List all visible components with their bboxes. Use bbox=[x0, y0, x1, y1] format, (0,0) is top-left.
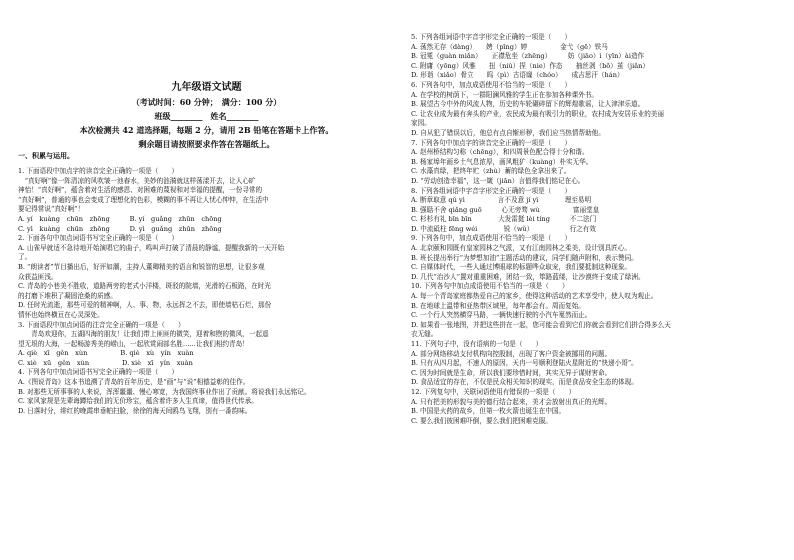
exam-header bbox=[14, 81, 399, 161]
right-line: A. 断章取意 qǔ yì 言不及意 jí yì 理至易明 bbox=[411, 196, 592, 205]
right-line: B. 班长提出举行“为梦想加油”主题活动的建议，同学们随声附和，表示赞同。 bbox=[411, 253, 638, 262]
right-line: D. 如果看一张地图，并把这些拼在一起，您可能会看到它们你就会看到它们拼合得多么天 bbox=[411, 320, 671, 329]
right-line: B. 冠冕（guàn miǎn） 正襟危坐（zhēng） 妨（jiāo）ì（yīn）ài造作 bbox=[411, 52, 645, 61]
right-line: C. 要么我们彼困难吓倒，要么我们把困难克服。 bbox=[411, 416, 552, 425]
left-line: A. 山雀早就适不急待地开始演唱它的曲子，鸣叫声打破了清晨的静谧，提醒我新的一天开始 bbox=[18, 243, 285, 252]
right-line: B. 展望古今中外的风流人物，历史的车轮碾碎留下的辉煌歌谣，让人津津乐道。 bbox=[411, 100, 645, 109]
right-line: C. 因为时间就是生命，所以我们要珍惜时间，其实无异于谋财害命。 bbox=[411, 368, 612, 377]
right-line: D. 自从犯了错误以后，他总有点自惭形秽，我们应当热情帮助他。 bbox=[411, 128, 605, 137]
notice-line-1: 本次检测共 42 道选择题，每题 2 分，请用 2B 铅笔在答题卡上作答。 bbox=[79, 125, 334, 135]
right-line: A. 只有把美的形貌与美的德行结合起来，美才会放射出真正的光辉。 bbox=[411, 397, 612, 406]
right-line: A. 每一个青岛家庭都热爱自己的家乡，使得这种活动的艺术享受中，使人叹为观止。 bbox=[411, 292, 658, 301]
left-line: D. 任时光流逝，那些可爱的精神啊，人、事、物，永远挥之不去，即使墙枯石烂，那份 bbox=[18, 301, 272, 310]
right-line: C. 杉杉有礼 bīn bīn 大发雷挺 lèi tíng 不二法门 bbox=[411, 215, 597, 224]
right-line: B. 中国是火药的故乡，但第一枚火箭也诞生在中国。 bbox=[411, 407, 566, 416]
right-line: B. 只有从四月起，不速人的原因，天冉一号顺利登陆火星附近的“快递小哥”。 bbox=[411, 359, 638, 368]
left-line: C. 青岛的小巷美不胜收，道路两旁的老式小洋楼，斑驳的院墙，光滑的石板路，在时光 bbox=[18, 282, 271, 291]
left-line: 4. 下列各句中加点词语书写完全正确的一项是（ ） bbox=[18, 368, 179, 377]
left-line: C. xiè xū gěn xùn D. xiè xī yín xuàn bbox=[18, 358, 193, 367]
right-line: 9. 下列各句中，加点成语使用不恰当的一项是（ ） bbox=[411, 234, 572, 243]
right-line: C. 自媒体时代，一些人通过博眼球的标题哗众取宠，我们要抵制这种现象。 bbox=[411, 263, 632, 272]
left-line: A. yí kuàng chūn zhōng B. yí guǎng zhūn chōng bbox=[18, 214, 222, 223]
right-line: C. 一个行人突然横穿马路，一辆快速行驶的小汽车戛然而止。 bbox=[411, 311, 592, 320]
right-line: B. 杨家埠年画乡土气息浓厚，画风粗犷（kuàng）朴实无华。 bbox=[411, 157, 593, 166]
right-line: D. 中流砥柱 fēng wéi 锐（wǔ） 行之有效 bbox=[411, 224, 596, 233]
left-line: 了。 bbox=[18, 253, 32, 262]
right-line: 8. 下列各组词语中字音字形完全正确的一项是（ ） bbox=[411, 186, 572, 195]
right-line: B. 强聒不舍 qiǎng guō 心无旁骛 wù 富丽堂皇 bbox=[411, 205, 600, 214]
right-line: 5. 下列各组词语中字音字形完全正确的一项是（ ） bbox=[411, 33, 572, 41]
exam-page bbox=[14, 26, 780, 556]
left-line: B. 对那些无所事事的人来说，浑浑噩噩、慢心寒宽，为我国终事业作出了贡献。将说我们永远铭记。 bbox=[18, 387, 311, 396]
right-line: A. 荡然无存（dàng） 娉（pīng）婷 金弋（gē）铁马 bbox=[411, 42, 608, 51]
notice-line-2: 剩余题目请按照要求作答在答题纸上。 bbox=[138, 139, 275, 149]
left-line: 要记得常说“真好啊”！ bbox=[18, 205, 85, 214]
left-line: “真好啊”像一阵清凉的风吹皱一池春水，美妙的涟漪就这样荡漾开去，让人心旷 bbox=[18, 176, 256, 185]
right-line: A. 在学校的树荫下，一群阳澜风雅的学生正在参加各种课外书。 bbox=[411, 90, 598, 99]
left-line: 神怡！“真好啊”，蕴含着对生活的感恩、对困难的蔑视和对幸福的提醒，一份寻常的 bbox=[18, 186, 263, 195]
right-line: C. 让农业成为最有奔头的产业，农民成为最有吸引力的职业，农村成为安居乐业的美丽 bbox=[411, 109, 664, 118]
right-line: A. 部分网络移动支付机构向控股制，出现了客户资金被挪用的问题。 bbox=[411, 349, 612, 358]
left-column bbox=[18, 167, 396, 416]
left-line: 青岛欢迎你，五湖四海的朋友！让我们带上匪匪的微笑，迎着和煦的微风，一起遥 bbox=[18, 330, 269, 339]
right-line: D. 食品适宜的存在，不仅是民众相关知识的现实，而是食品安全生态的体现。 bbox=[411, 378, 638, 387]
right-line: B. 在地球上温带和亚热带区域里，每年都会有。周而复始。 bbox=[411, 301, 585, 310]
left-line: C. yì kuàng chūn zhōng D. yì guǎng zhūn zhōng bbox=[18, 224, 222, 233]
right-line: D. “劳动创造幸福”，这一箴（jiān）言值得我们铭记在心。 bbox=[411, 176, 585, 185]
right-line: D. 形诣（xiǎo）骨立 呜（pì）古语窿（chóo） 成吉思汗（hán） bbox=[411, 71, 624, 80]
right-line: 10. 下列各句中加点成语使用不恰当的一项是（ ） bbox=[411, 282, 569, 291]
left-line: D. 日落时分，绯红的晚霞串垂帕扫脸，徐徐的海天间鸥鸟飞翔，别有一番韵味。 bbox=[18, 406, 252, 415]
left-line: C. 家风家规是先辈诲蹲给我们的无价珍宝，蕴含着许多人生真谛，值得世代传承。 bbox=[18, 397, 258, 406]
right-line: A. 赵州桥结构匀称（chēng），和四周景色配合得十分和谐。 bbox=[411, 148, 589, 157]
exam-info: （考试时间：60 分钟； 满分：100 分） bbox=[131, 97, 282, 107]
right-line: C. 水藻真绿，把终年贮（zhù）蓄的绿色全拿出来了。 bbox=[411, 167, 571, 176]
left-line: 情怀也始终横亘在心灵深处。 bbox=[18, 310, 104, 319]
left-line: “真好啊”，普通的事也会变成了理想化的色彩，模糊的事不再让人忧心忡忡，在生活中 bbox=[18, 195, 269, 204]
right-column bbox=[411, 33, 789, 426]
right-line: A. 北京颐和园既有皇家园林之气派，又有江南园林之柔美，设计别具匠心。 bbox=[411, 244, 631, 253]
right-line: 11. 下列句子中，没有语病的一句是（ ） bbox=[411, 340, 543, 348]
left-line: A.《图说青岛》这本书追溯了青岛的百年历史，是“画”与“说”相德益彰的佳作。 bbox=[18, 378, 250, 387]
left-line: 的打磨下堆积了凝固沧桑的质感。 bbox=[18, 291, 117, 300]
right-line: 6. 下列各句中，加点成语使用不恰当的一项是（ ） bbox=[411, 80, 572, 89]
right-line: 衣无缝。 bbox=[411, 330, 438, 339]
section-heading: 一、积累与运用。 bbox=[18, 151, 74, 160]
right-line: 12. 下列复句中，关联词语使用有错误的一项是（ ） bbox=[411, 387, 576, 396]
left-line: 3. 下面语段中加点词语的注音完全正确的一项是（ ） bbox=[18, 320, 185, 329]
left-line: B. “朗读者”节目播出后，好评如潮，主持人董卿精美的语言和锐智的思想，让很多观 bbox=[18, 262, 265, 271]
right-line: 7. 下列各句中加点字的读音完全正确的一项是（ ） bbox=[411, 138, 572, 147]
class-name-line: 班级________ 姓名________ bbox=[154, 111, 259, 121]
left-line: 1. 下面语段中加点字的读音完全正确的一项是（ ） bbox=[18, 167, 179, 175]
left-line: 望无垠的大海，一起畅游秀美的崂山，一起欣赏闹部名胜……让我们相约青岛！ bbox=[18, 339, 249, 348]
right-line: 家园。 bbox=[411, 119, 431, 128]
left-line: 2. 下面各句中加点词语书写完全正确的一项是（ ） bbox=[18, 234, 179, 243]
left-line: A. qiè xī gěn xùn B. qiè xù yín xuàn bbox=[18, 349, 194, 358]
right-line: C. 附庸（yōng）风雅 扭（niǔ）捏（nie）作态 抽丝剥（bō）茧（jiǎn） bbox=[411, 61, 649, 70]
right-line: D. 几代“治沙人”置对重重困难，团结一致，筚路蓝缕，让沙漠终于变成了绿洲。 bbox=[411, 272, 645, 281]
left-line: 众获益匪浅。 bbox=[18, 272, 58, 281]
exam-title: 九年级语文试题 bbox=[171, 82, 242, 93]
